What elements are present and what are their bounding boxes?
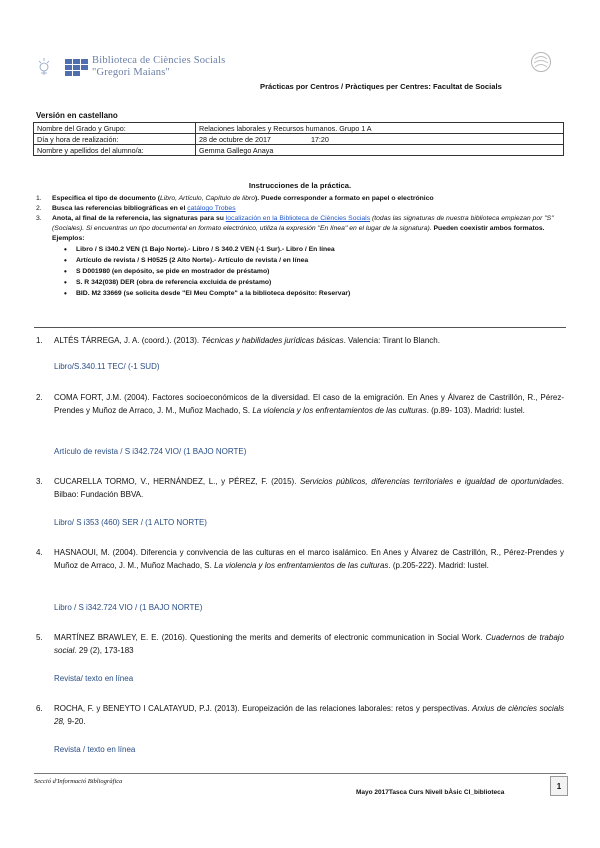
ref-location: Libro / S i342.724 VIO / (1 BAJO NORTE) — [54, 603, 203, 612]
page-title: Prácticas por Centros / Pràctiques per Centres: Facultat de Socials — [260, 82, 502, 91]
reference-item — [36, 334, 564, 347]
ref-location: Artículo de revista / S i342.724 VIO/ (1 BAJO NORTE) — [54, 447, 247, 456]
bullet-icon: • — [64, 255, 67, 265]
ref-num: 5. — [36, 633, 43, 642]
instr-text: Pueden coexistir ambos formatos. Ejemplos: — [52, 225, 545, 242]
instr-text: Libro, Artículo, Capítulo de libro — [160, 195, 255, 202]
ref-text: MARTÍNEZ BRAWLEY, E. E. (2016). Questioning the merits and demerits of electronic communication in Social Work. — [54, 633, 486, 642]
ref-title: Cuadernos de trabajo social. — [54, 633, 564, 656]
instructions-list — [36, 194, 556, 299]
instr-text: (todas las signaturas de nuestra biblioteca empiezan por "S"(Sociales). Si encuentras un tipo documental en formato electrónico, utiliza la expresión "En línea" en el lugar de la signatura). — [52, 215, 554, 232]
ref-text: 29 (2), 173-183 — [76, 646, 134, 656]
info-label: Nombre del Grado y Grupo: — [34, 123, 196, 134]
example-text: BID. M2 33669 (se solicita desde "El Meu Compte" a la biblioteca depósito: Reservar) — [76, 289, 351, 297]
info-value-text: Gemma Gallego Anaya — [199, 145, 274, 155]
ref-location: Libro/S.340.11 TEC/ (-1 SUD) — [54, 362, 160, 371]
bullet-icon: • — [64, 244, 67, 254]
instruction-item — [36, 204, 556, 214]
ref-title: Arxius de ciències socials 28, — [54, 704, 564, 727]
ref-num: 2. — [36, 393, 43, 402]
example-text: S D001980 (en depósito, se pide en mostrador de préstamo) — [76, 267, 270, 275]
instructions-title: Instrucciones de la práctica. — [248, 181, 352, 190]
ref-location: Revista/ texto en línea — [54, 674, 134, 683]
ref-num: 3. — [36, 477, 43, 486]
library-location-link[interactable]: localización en la Biblioteca de Ciències Socials — [225, 215, 371, 222]
reference-item — [36, 475, 564, 501]
info-label: Día y hora de realización: — [34, 134, 196, 145]
ref-num: 6. — [36, 704, 43, 713]
instruction-num: 1. — [36, 195, 42, 202]
ref-title: La violencia y los enfrentamientos de las culturas — [252, 406, 427, 416]
info-time: 17:20 — [310, 134, 329, 144]
ref-text: ROCHA, F. y BENEYTO I CALATAYUD, P.J. (2013). Europeización de las relaciones laborales: retos y perspectivas. — [54, 704, 473, 713]
example-text: Artículo de revista / S H0525 (2 Alto Norte).- Artículo de revista / en línea — [76, 256, 309, 264]
ref-location: Libro/ S i353 (460) SER / (1 ALTO NORTE) — [54, 518, 207, 527]
trobes-catalog-link[interactable]: catálogo Trobes — [187, 205, 236, 212]
info-table — [33, 122, 564, 156]
instruction-item — [36, 214, 556, 244]
ref-text: ALTÉS TÁRREGA, J. A. (coord.). (2013). — [54, 336, 202, 345]
instruction-num: 2. — [36, 205, 42, 212]
footer-doc-id: Mayo 2017Tasca Curs Nivell bÀsic CI_biblioteca — [356, 789, 505, 796]
university-seal-icon — [530, 51, 552, 73]
list-item — [64, 244, 556, 255]
ref-location: Revista / texto en línea — [54, 745, 136, 754]
ref-text: CUCARELLA TORMO, V., HERNÁNDEZ, L., y PÉREZ, F. (2015). — [54, 477, 301, 486]
logo-text — [92, 55, 225, 79]
bullet-icon: • — [64, 288, 67, 298]
info-label: Nombre y apellidos del alumno/a: — [34, 145, 196, 156]
list-item — [64, 266, 556, 277]
page-number: 1 — [550, 776, 568, 796]
info-value — [196, 123, 564, 134]
logo-line2: "Gregori Maians" — [92, 67, 170, 78]
list-item — [64, 255, 556, 266]
ref-text: . Bilbao: Fundación BBVA. — [54, 477, 564, 500]
bullet-icon: • — [64, 266, 67, 276]
bullet-icon: • — [64, 277, 67, 287]
reference-item — [36, 631, 564, 657]
table-row — [34, 145, 564, 156]
info-value-text: Relaciones laborales y Recursos humanos. Grupo 1 A — [199, 123, 372, 133]
table-row — [34, 123, 564, 134]
ref-num: 1. — [36, 336, 43, 345]
examples-list — [64, 244, 556, 299]
ref-text: . (p.205-222). Madrid: Iustel. — [388, 561, 489, 571]
ref-title: Técnicas y habilidades jurídicas básicas — [201, 336, 344, 345]
info-value — [196, 145, 564, 156]
instr-text: ). Puede corresponder a formato en papel o electrónico — [254, 195, 434, 202]
table-row — [34, 134, 564, 145]
version-label: Versión en castellano — [36, 111, 118, 120]
instruction-num: 3. — [36, 215, 42, 222]
reference-item — [36, 391, 564, 417]
info-value — [196, 134, 564, 145]
footer-section: Secció d'Informació Bibliogràfica — [34, 778, 123, 785]
ref-title: Servicios públicos, diferencias territoriales e igualdad de oportunidades — [300, 477, 562, 486]
ref-text: COMA FORT, J.M. (2004). Factores socioeconómicos de la diversidad. El caso de la emigración. En Anes y Álvarez de Castrillón, R., Pérez-Prendes y Muñoz de Arraco, J. M., Muñoz Machado, S. — [54, 393, 564, 416]
footer-divider — [34, 773, 566, 774]
instr-text: Anota, al final de la referencia, las signaturas para su — [52, 215, 226, 222]
ref-text: 9-20. — [65, 717, 86, 727]
instr-text: Especifica el tipo de documento ( — [52, 195, 161, 202]
instr-text: Busca las referencias bibliográficas en el — [52, 205, 188, 212]
divider — [34, 327, 566, 328]
instruction-item — [36, 194, 556, 204]
ref-text: HASNAOUI, M. (2004). Diferencia y convivencia de las culturas en el marco isalámico. En Anes y Álvarez de Castrillón, R., Pérez-Prendes y Muñoz de Arraco, J. M., Muñoz Machado, S. — [54, 548, 564, 571]
ref-text: . (p.89- 103). Madrid: Iustel. — [426, 406, 525, 416]
ref-text: . Valencia: Tirant lo Blanch. — [343, 336, 440, 345]
info-value-text: 28 de octubre de 2017 — [199, 134, 271, 144]
ref-num: 4. — [36, 548, 43, 557]
example-text: S. R 342(038) DER (obra de referencia excluida de préstamo) — [76, 278, 272, 286]
list-item — [64, 288, 556, 299]
ref-title: La violencia y los enfrentamientos de las culturas — [214, 561, 389, 571]
logo-line1: Biblioteca de Ciències Socials — [92, 55, 226, 66]
reference-item — [36, 702, 564, 728]
example-text: Libro / S i340.2 VEN (1 Bajo Norte).- Libro / S 340.2 VEN (-1 Sur).- Libro / En línea — [76, 245, 335, 253]
list-item — [64, 277, 556, 288]
reference-item — [36, 546, 564, 572]
